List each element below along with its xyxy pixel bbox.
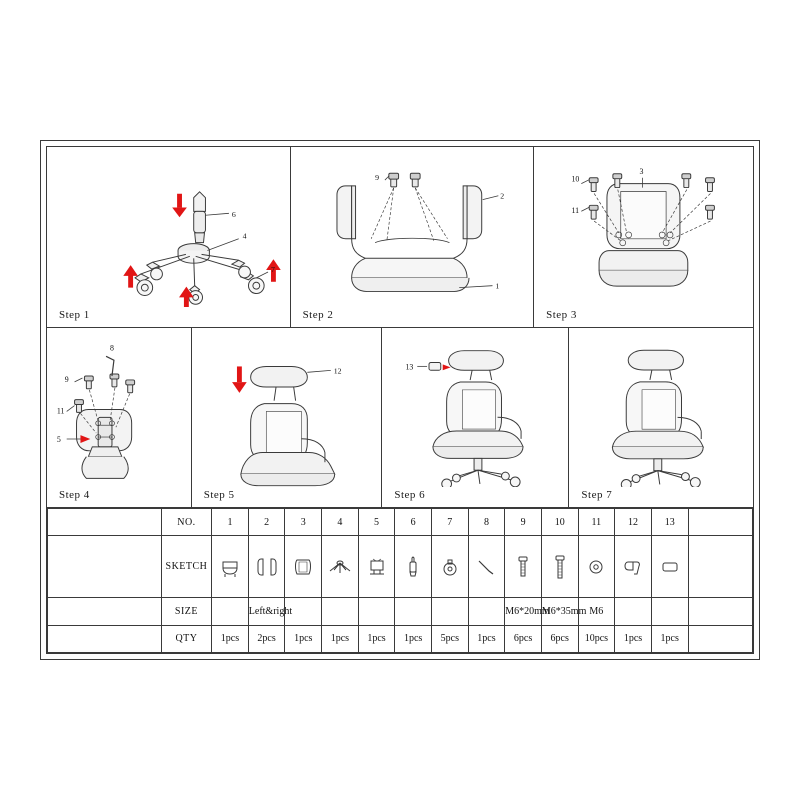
svg-text:8: 8: [110, 343, 114, 353]
svg-text:2: 2: [499, 191, 504, 201]
caster-icon: [431, 536, 468, 598]
table-row-no: [48, 509, 753, 536]
step-label-3: Step 3: [546, 309, 577, 321]
step-panel-6: [382, 328, 569, 507]
gas-lift-icon: [395, 536, 432, 598]
part-size-2: Left&right: [248, 598, 285, 625]
svg-text:11: 11: [56, 406, 65, 416]
part-size-1: [212, 598, 249, 625]
svg-text:7: 7: [270, 264, 275, 274]
part-size-11: M6: [578, 598, 615, 625]
table-spacer-right-3: [688, 598, 752, 625]
part-qty-4: 1pcs: [322, 625, 359, 652]
step-panel-1: [47, 147, 291, 327]
row-header-qty: QTY: [161, 625, 211, 652]
part-number-2: 2: [248, 509, 285, 536]
step-panel-7: [569, 328, 753, 507]
table-spacer-right-1: [688, 509, 752, 536]
part-size-8: [468, 598, 505, 625]
step-label-6: Step 6: [394, 489, 426, 501]
bolt-m6x20-icon: [505, 536, 542, 598]
step-1-illustration: [47, 147, 290, 307]
svg-text:12: 12: [333, 366, 342, 376]
part-number-8: 8: [468, 509, 505, 536]
part-size-4: [322, 598, 359, 625]
svg-text:10: 10: [571, 174, 580, 184]
part-number-4: 4: [322, 509, 359, 536]
step-panel-5: [192, 328, 383, 507]
steps-row-bottom: [47, 327, 753, 507]
step-label-7: Step 7: [581, 489, 613, 501]
part-qty-10: 6pcs: [541, 625, 578, 652]
part-size-10: M6*35mm: [541, 598, 578, 625]
part-number-13: 13: [651, 509, 688, 536]
svg-text:3: 3: [639, 166, 644, 176]
assembly-instruction-sheet: [40, 140, 760, 660]
seat-base-icon: [212, 536, 249, 598]
part-size-7: [431, 598, 468, 625]
steps-row-top: [47, 147, 753, 327]
allen-key-icon: [468, 536, 505, 598]
mechanism-icon: [358, 536, 395, 598]
step-label-2: Step 2: [302, 309, 334, 321]
part-qty-13: 1pcs: [651, 625, 688, 652]
part-qty-2: 2pcs: [248, 625, 285, 652]
part-qty-1: 1pcs: [212, 625, 249, 652]
part-size-9: M6*20mm: [505, 598, 542, 625]
table-spacer-left-4: [48, 625, 162, 652]
svg-text:6: 6: [231, 210, 236, 220]
part-qty-11: 10pcs: [578, 625, 615, 652]
step-6-illustration: [382, 328, 568, 487]
part-size-12: [615, 598, 652, 625]
step-panel-3: [534, 147, 753, 327]
step-label-4: Step 4: [59, 489, 90, 501]
svg-text:5: 5: [56, 434, 61, 444]
sheet-inner-border: [46, 146, 754, 654]
part-qty-9: 6pcs: [505, 625, 542, 652]
table-spacer-left-1: [48, 509, 162, 536]
washer-icon: [578, 536, 615, 598]
step-3-illustration: [534, 147, 753, 307]
part-size-5: [358, 598, 395, 625]
five-star-base-icon: [322, 536, 359, 598]
step-label-5: Step 5: [203, 489, 235, 501]
part-number-9: 9: [505, 509, 542, 536]
table-row-qty: [48, 625, 753, 652]
part-number-12: 12: [615, 509, 652, 536]
part-qty-5: 1pcs: [358, 625, 395, 652]
step-2-illustration: [291, 147, 534, 307]
bolt-m6x35-icon: [541, 536, 578, 598]
part-qty-7: 5pcs: [431, 625, 468, 652]
table-spacer-left-3: [48, 598, 162, 625]
cover-cap-icon: [651, 536, 688, 598]
part-size-13: [651, 598, 688, 625]
part-number-7: 7: [431, 509, 468, 536]
row-header-size: SIZE: [161, 598, 211, 625]
part-number-10: 10: [541, 509, 578, 536]
step-label-1: Step 1: [59, 309, 90, 321]
part-size-6: [395, 598, 432, 625]
part-number-3: 3: [285, 509, 322, 536]
svg-text:4: 4: [242, 231, 247, 241]
armrest-pair-icon: [248, 536, 285, 598]
step-panel-2: [291, 147, 535, 327]
part-qty-3: 1pcs: [285, 625, 322, 652]
part-number-1: 1: [212, 509, 249, 536]
backrest-icon: [285, 536, 322, 598]
table-spacer-left-2: [48, 536, 162, 598]
part-qty-6: 1pcs: [395, 625, 432, 652]
table-spacer-right-4: [688, 625, 752, 652]
step-5-illustration: [192, 328, 382, 487]
part-qty-8: 1pcs: [468, 625, 505, 652]
step-panel-4: [47, 328, 192, 507]
step-7-illustration: [569, 328, 753, 487]
headrest-icon: [615, 536, 652, 598]
part-qty-12: 1pcs: [615, 625, 652, 652]
svg-text:9: 9: [64, 374, 69, 384]
row-header-no: NO.: [161, 509, 211, 536]
part-number-5: 5: [358, 509, 395, 536]
part-number-6: 6: [395, 509, 432, 536]
table-row-size: [48, 598, 753, 625]
table-spacer-right-2: [688, 536, 752, 598]
svg-text:9: 9: [374, 173, 379, 183]
parts-list-table: [47, 507, 753, 653]
svg-text:11: 11: [571, 206, 580, 216]
part-number-11: 11: [578, 509, 615, 536]
svg-text:13: 13: [405, 362, 414, 372]
step-4-illustration: [47, 328, 191, 487]
svg-text:1: 1: [494, 281, 499, 291]
row-header-sketch: SKETCH: [161, 536, 211, 598]
table-row-sketch: [48, 536, 753, 598]
